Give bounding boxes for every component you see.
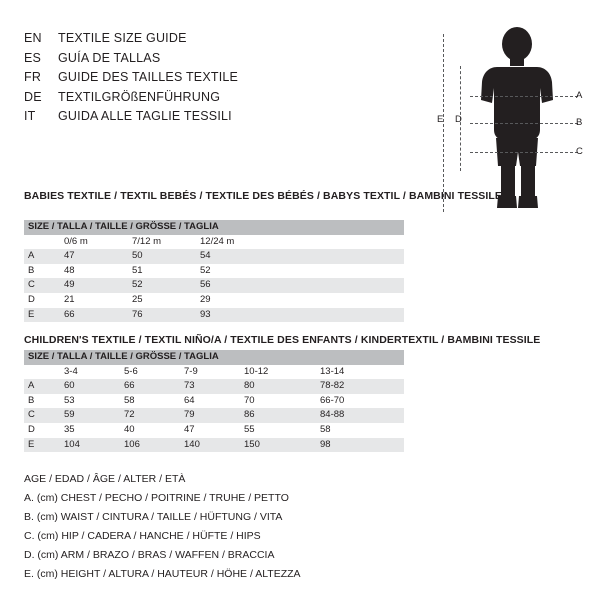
babies-row-a-label: A xyxy=(24,249,60,264)
table-row xyxy=(24,394,404,409)
babies-size-header: SIZE / TALLA / TAILLE / GRÖSSE / TAGLIA xyxy=(24,220,404,235)
babies-row-a-v2: 54 xyxy=(196,249,264,264)
babies-row-d-label: D xyxy=(28,293,35,305)
babies-section-title: BABIES TEXTILE / TEXTIL BEBÉS / TEXTILE DES BÉBÉS / BABYS TEXTIL / BAMBINI TESSILE xyxy=(24,190,503,202)
babies-size-table xyxy=(24,220,404,322)
children-row-d-v2: 47 xyxy=(184,423,195,435)
table-row xyxy=(24,438,404,453)
babies-col-spacer xyxy=(264,235,404,250)
children-corner-cell xyxy=(24,365,60,380)
babies-row-c-v1: 52 xyxy=(128,278,196,293)
legend-item-chest: A. (cm) CHEST / PECHO / POITRINE / TRUHE / PETTO xyxy=(24,492,289,504)
measure-line-b xyxy=(470,123,578,124)
language-title-list xyxy=(24,31,344,129)
children-row-e-label: E xyxy=(24,438,60,453)
measurement-figure xyxy=(430,26,583,216)
children-row-d-v4: 58 xyxy=(320,423,331,435)
legend-item-arm: D. (cm) ARM / BRAZO / BRAS / WAFFEN / BRACCIA xyxy=(24,549,275,561)
children-row-d-v1: 40 xyxy=(124,423,135,435)
babies-col-2: 12/24 m xyxy=(200,235,235,247)
children-col-0: 3-4 xyxy=(64,365,78,377)
babies-row-d-v0: 21 xyxy=(64,293,75,305)
children-row-a-v0: 60 xyxy=(60,379,120,394)
children-row-a-v2: 73 xyxy=(180,379,240,394)
babies-row-e-v2: 93 xyxy=(196,308,264,323)
children-row-b-label: B xyxy=(28,394,35,406)
babies-row-a-v1: 50 xyxy=(128,249,196,264)
children-col-4: 13-14 xyxy=(320,365,345,377)
children-col-1: 5-6 xyxy=(124,365,138,377)
language-code-en: EN xyxy=(24,31,42,45)
measurement-legend xyxy=(24,470,301,584)
babies-row-c-v0: 49 xyxy=(60,278,128,293)
children-row-a-v1: 66 xyxy=(120,379,180,394)
language-row-es xyxy=(24,51,344,71)
children-row-b-v2: 64 xyxy=(184,394,195,406)
children-row-e-v0: 104 xyxy=(60,438,120,453)
children-row-b-v0: 53 xyxy=(64,394,75,406)
babies-row-d-v2: 29 xyxy=(200,293,211,305)
babies-size-header-row xyxy=(24,220,404,235)
babies-row-b-v0: 48 xyxy=(64,264,75,276)
table-row xyxy=(24,264,404,279)
language-title-en: TEXTILE SIZE GUIDE xyxy=(58,31,187,45)
language-row-fr xyxy=(24,70,344,90)
babies-row-a-spacer xyxy=(264,249,404,264)
measure-label-c: C xyxy=(576,146,583,157)
language-title-es: GUÍA DE TALLAS xyxy=(58,50,161,65)
children-section-title: CHILDREN'S TEXTILE / TEXTIL NIÑO/A / TEXTILE DES ENFANTS / KINDERTEXTIL / BAMBINI TESSILE xyxy=(24,334,541,346)
babies-row-e-label: E xyxy=(24,308,60,323)
children-size-table xyxy=(24,350,404,452)
children-row-c-v0: 59 xyxy=(60,408,120,423)
babies-row-b-v1: 51 xyxy=(132,264,143,276)
measure-label-a: A xyxy=(576,90,583,101)
babies-row-d-v1: 25 xyxy=(132,293,143,305)
child-silhouette-icon xyxy=(472,26,562,216)
children-row-a-label: A xyxy=(24,379,60,394)
measure-label-d: D xyxy=(455,114,462,125)
language-title-fr: GUIDE DES TAILLES TEXTILE xyxy=(58,70,239,84)
children-row-e-v2: 140 xyxy=(180,438,240,453)
children-row-e-v4: 98 xyxy=(316,438,404,453)
babies-row-e-v1: 76 xyxy=(128,308,196,323)
children-row-a-v4: 78-82 xyxy=(316,379,404,394)
language-row-de xyxy=(24,90,344,110)
children-row-e-v1: 106 xyxy=(120,438,180,453)
children-col-2: 7-9 xyxy=(184,365,198,377)
children-row-e-v3: 150 xyxy=(240,438,316,453)
language-code-es: ES xyxy=(24,50,42,65)
children-row-c-v3: 86 xyxy=(240,408,316,423)
language-title-it: GUIDA ALLE TAGLIE TESSILI xyxy=(58,109,232,123)
babies-row-d-spacer xyxy=(264,293,404,308)
babies-column-header-row xyxy=(24,235,404,250)
children-row-b-v3: 70 xyxy=(244,394,255,406)
babies-col-1: 7/12 m xyxy=(132,235,162,247)
language-code-it: IT xyxy=(24,109,36,123)
babies-row-c-label: C xyxy=(24,278,60,293)
legend-item-hip: C. (cm) HIP / CADERA / HANCHE / HÜFTE / HIPS xyxy=(24,530,261,542)
children-row-d-v3: 55 xyxy=(244,423,255,435)
language-row-en xyxy=(24,31,344,51)
table-row xyxy=(24,278,404,293)
language-code-fr: FR xyxy=(24,70,42,84)
children-row-c-v4: 84-88 xyxy=(316,408,404,423)
legend-item-age: AGE / EDAD / ÂGE / ALTER / ETÀ xyxy=(24,473,186,485)
babies-col-0: 0/6 m xyxy=(64,235,88,247)
children-column-header-row xyxy=(24,365,404,380)
children-col-3: 10-12 xyxy=(244,365,269,377)
measure-line-c xyxy=(470,152,578,153)
table-row xyxy=(24,249,404,264)
children-row-a-v3: 80 xyxy=(240,379,316,394)
children-size-header: SIZE / TALLA / TAILLE / GRÖSSE / TAGLIA xyxy=(24,350,404,365)
table-row xyxy=(24,308,404,323)
language-title-de: TEXTILGRÖßENFÜHRUNG xyxy=(58,89,221,104)
children-row-c-label: C xyxy=(24,408,60,423)
table-row xyxy=(24,293,404,308)
children-row-d-label: D xyxy=(28,423,35,435)
babies-row-b-label: B xyxy=(28,264,35,276)
legend-item-height: E. (cm) HEIGHT / ALTURA / HAUTEUR / HÖHE / ALTEZZA xyxy=(24,568,301,580)
children-size-header-row xyxy=(24,350,404,365)
table-row xyxy=(24,423,404,438)
table-row xyxy=(24,379,404,394)
measure-label-b: B xyxy=(576,117,583,128)
language-row-it xyxy=(24,109,344,129)
legend-item-waist: B. (cm) WAIST / CINTURA / TAILLE / HÜFTUNG / VITA xyxy=(24,511,283,523)
children-row-d-v0: 35 xyxy=(64,423,75,435)
babies-row-b-v2: 52 xyxy=(200,264,211,276)
table-row xyxy=(24,408,404,423)
babies-row-c-v2: 56 xyxy=(196,278,264,293)
babies-row-c-spacer xyxy=(264,278,404,293)
babies-corner-cell xyxy=(24,235,60,250)
children-row-b-v1: 58 xyxy=(124,394,135,406)
children-row-b-v4: 66-70 xyxy=(320,394,345,406)
babies-row-e-spacer xyxy=(264,308,404,323)
babies-row-b-spacer xyxy=(264,264,404,279)
children-row-c-v2: 79 xyxy=(180,408,240,423)
babies-row-a-v0: 47 xyxy=(60,249,128,264)
measure-line-a xyxy=(470,96,578,97)
measure-label-e: E xyxy=(437,114,444,125)
babies-row-e-v0: 66 xyxy=(60,308,128,323)
language-code-de: DE xyxy=(24,89,42,104)
children-row-c-v1: 72 xyxy=(120,408,180,423)
